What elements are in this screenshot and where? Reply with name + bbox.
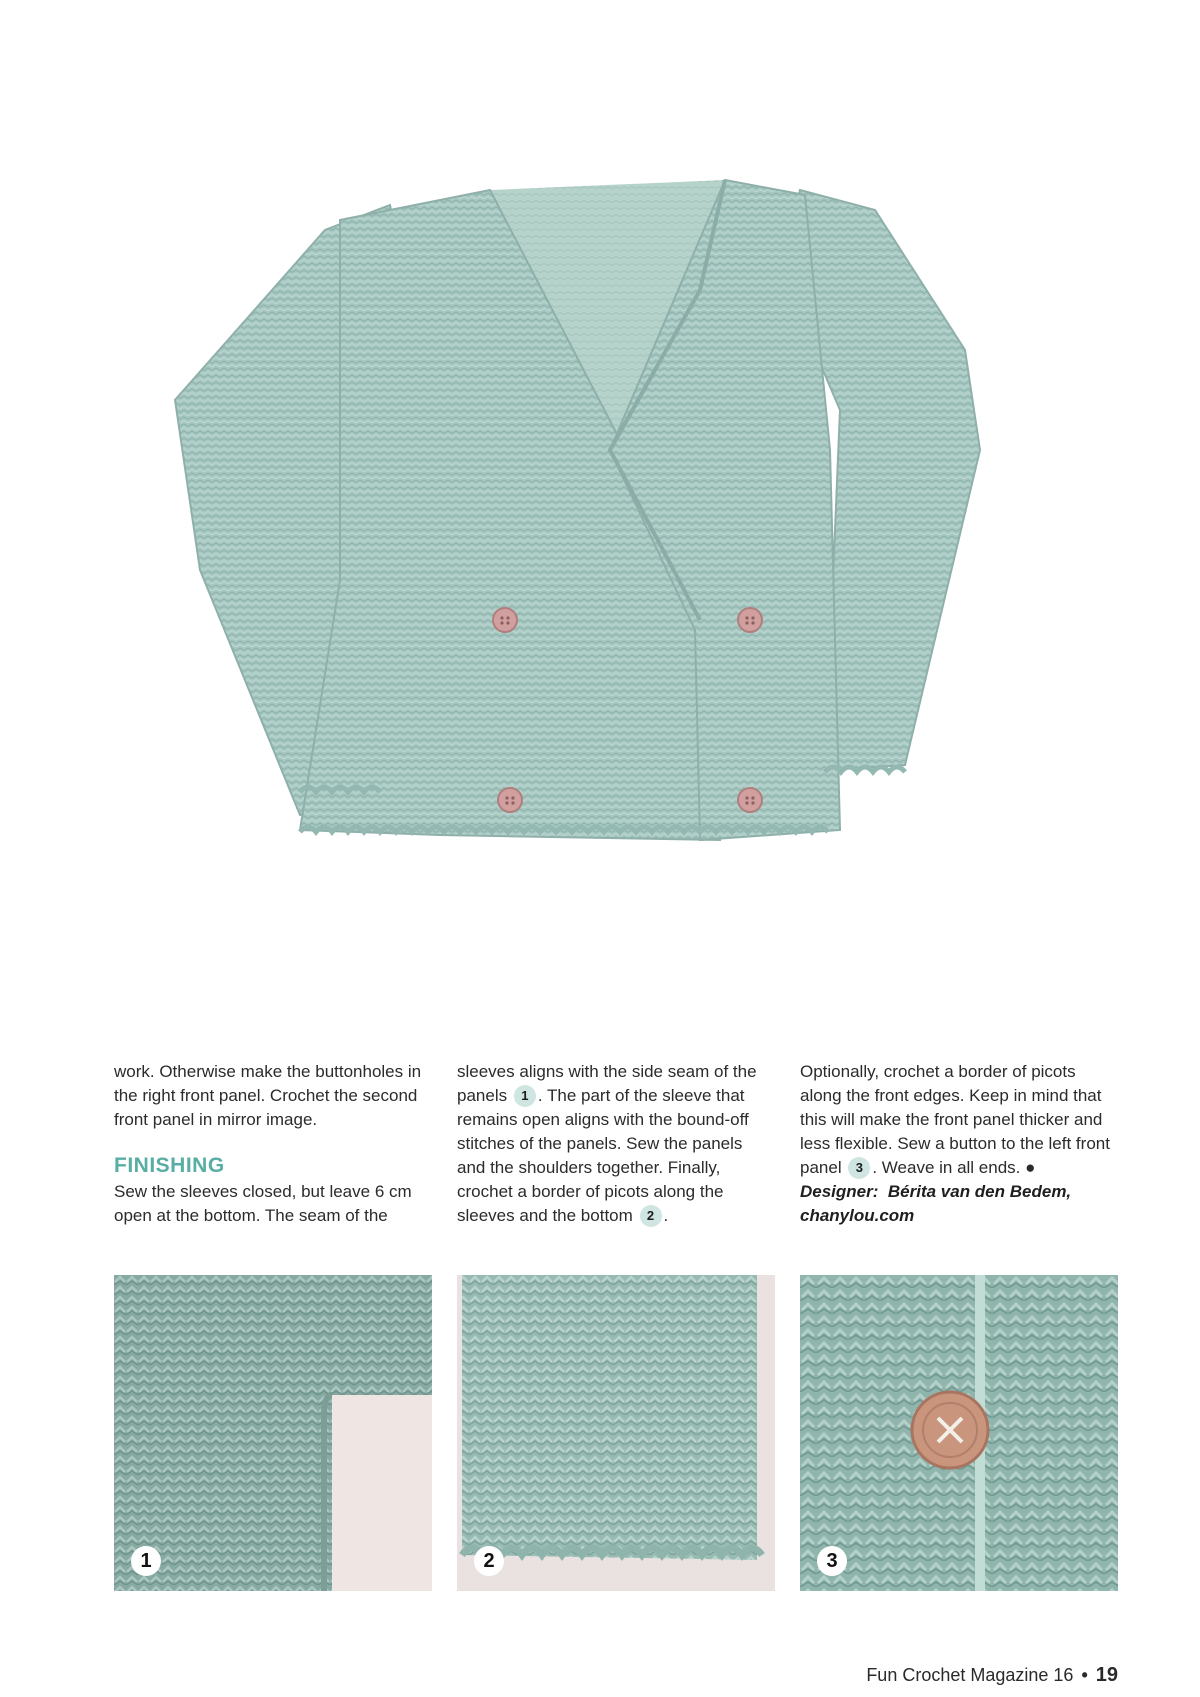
designer-credit: Designer: Bérita van den Bedem, chanylou.com [800,1182,1072,1225]
separator-icon: • [1081,1665,1088,1685]
detail-photo-1 [114,1275,432,1591]
text-column-1 [114,1060,432,1228]
end-mark-icon: ● [1025,1158,1036,1177]
detail-photo-2 [457,1275,775,1591]
photo-ref-badge: 1 [514,1085,536,1107]
section-heading: FINISHING [114,1154,225,1177]
paragraph: Optionally, crochet a border of picots along the front edges. Keep in mind that this will make the front panel thicker and less flexible. Sew a button to the left front panel 3 . Weave in all ends. ● [800,1062,1110,1177]
photo-number: 2 [474,1546,504,1576]
detail-photo-3 [800,1275,1118,1591]
page-number: 19 [1095,1664,1118,1686]
text-column-2 [457,1060,775,1228]
designer-website[interactable]: chanylou.com [800,1206,915,1225]
photo-ref-badge: 3 [848,1157,870,1179]
magazine-name: Fun Crochet Magazine 16 [866,1665,1074,1685]
text-column-3 [800,1060,1118,1228]
photo-ref-badge: 2 [640,1205,662,1227]
photo-number: 3 [817,1546,847,1576]
cardigan-photo [140,150,1060,950]
paragraph: sleeves aligns with the side seam of the panels 1 . The part of the sleeve that remains open aligns with the bound-off stitches of the panels. Sew the panels and the shoulders together. Finally, crochet a border of picots along the sleeves and the bottom 2 . [457,1062,757,1225]
cardigan-illustration [140,150,1060,950]
photo-number: 1 [131,1546,161,1576]
paragraph: work. Otherwise make the buttonholes in the right front panel. Crochet the second front panel in mirror image. [114,1062,422,1129]
page-footer [866,1664,1118,1687]
paragraph: Sew the sleeves closed, but leave 6 cm open at the bottom. The seam of the [114,1182,412,1225]
